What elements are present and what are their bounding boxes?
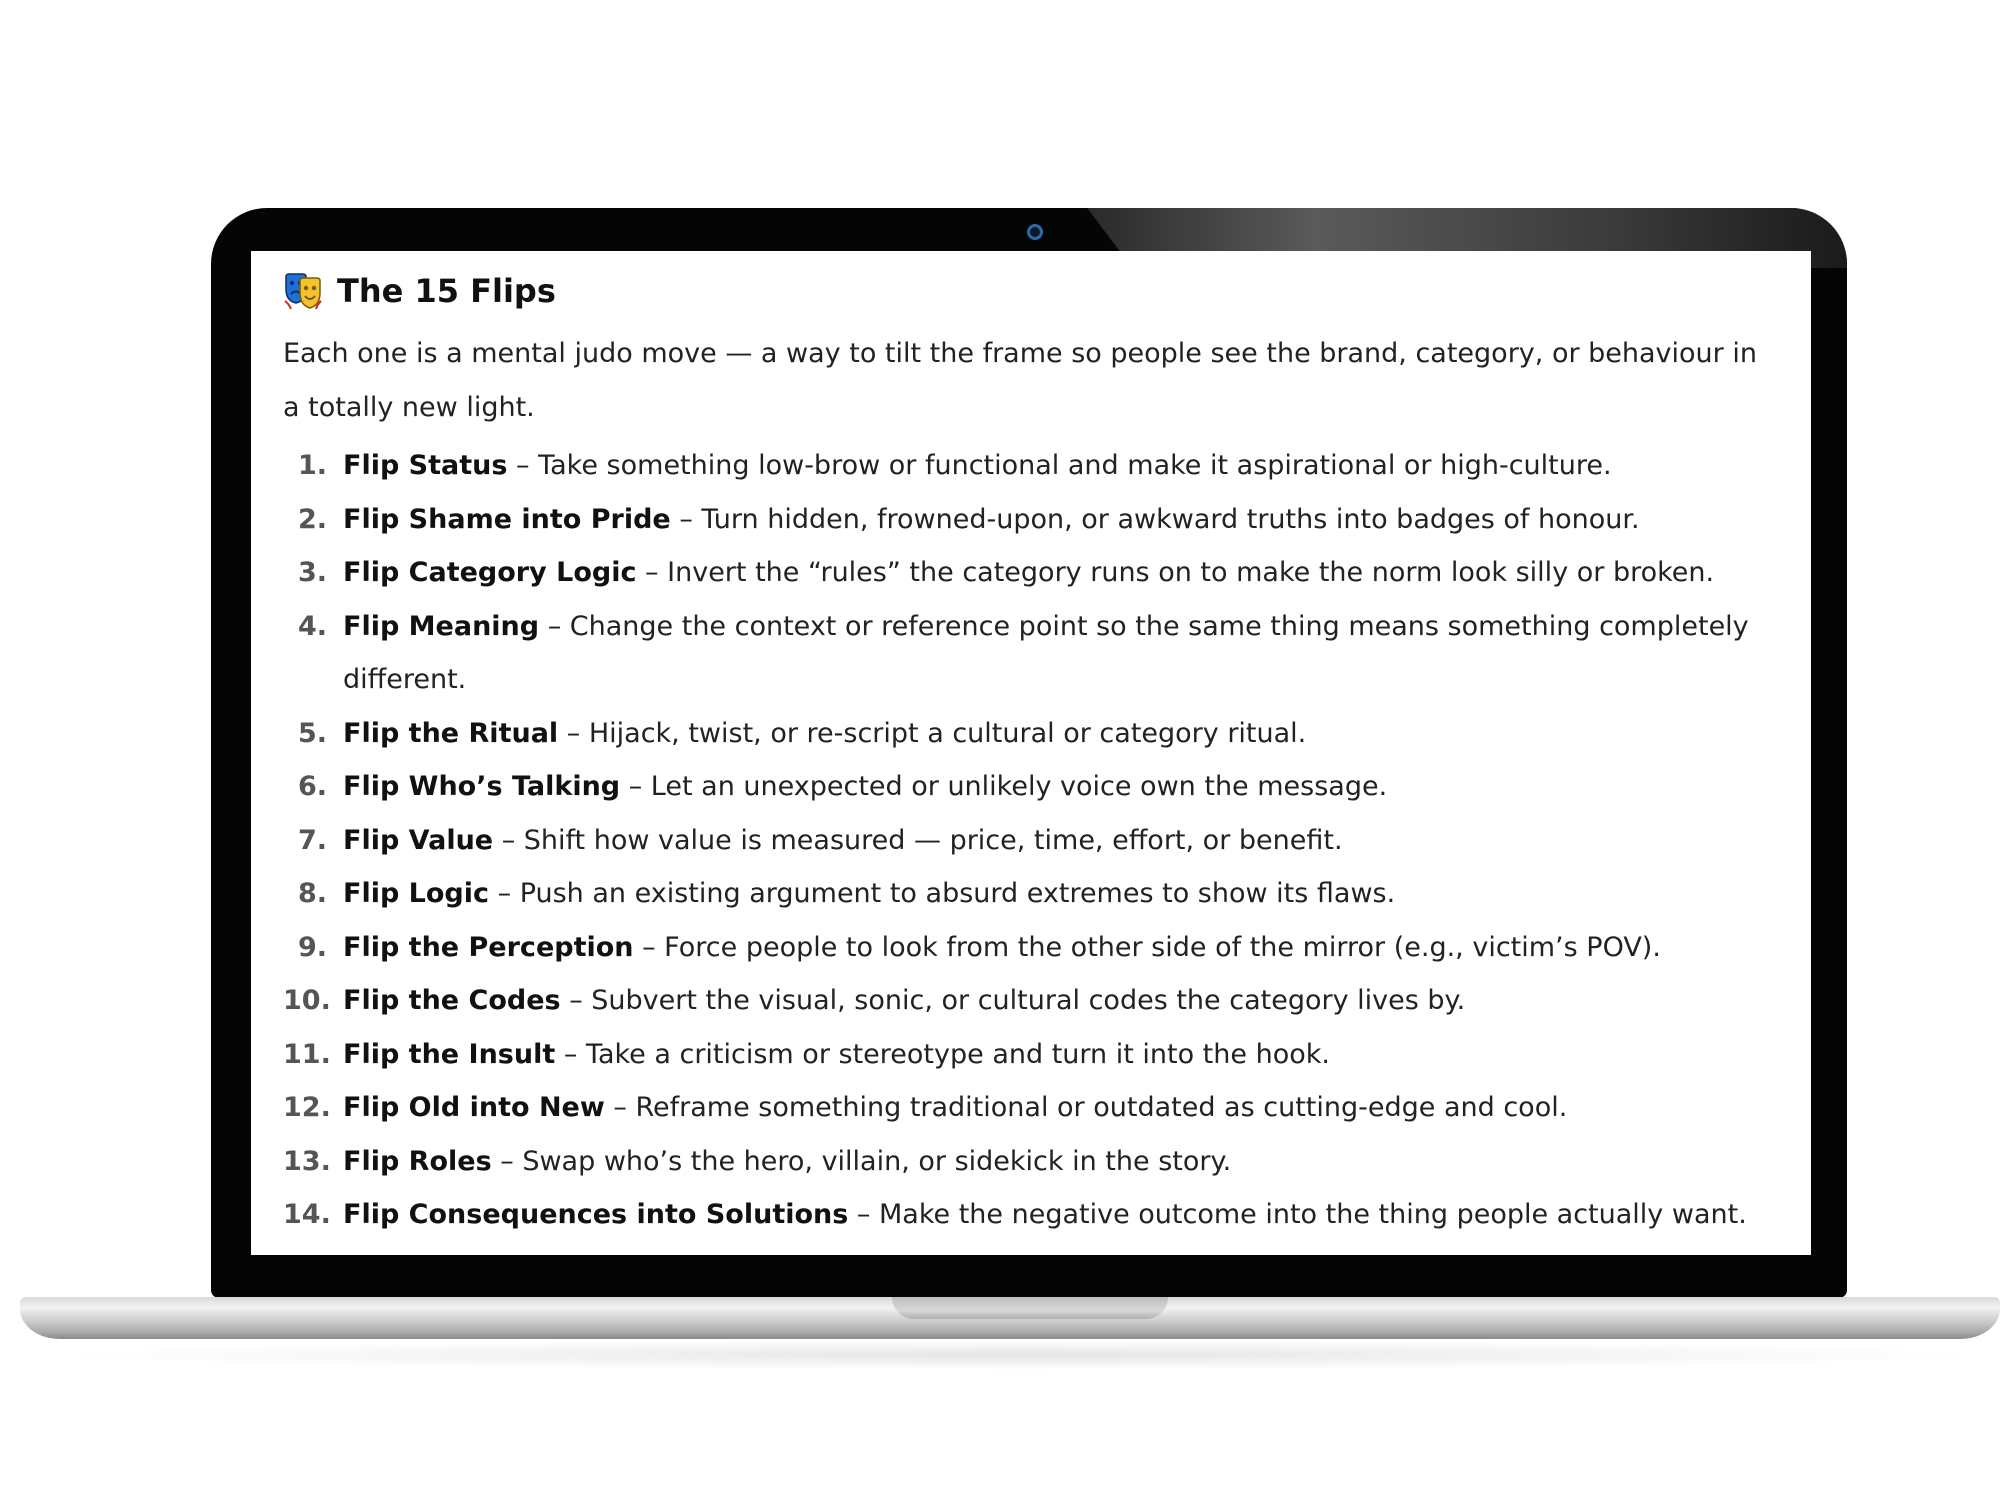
- list-item-description: – Invert the “rules” the category runs on to make the norm look silly or broken.: [636, 557, 1715, 588]
- list-item-term: Flip Consequences into Solutions: [343, 1199, 849, 1230]
- list-item-number: 11.: [283, 1038, 331, 1070]
- list-item-term: Flip the Insult: [343, 1038, 556, 1070]
- list-item-description: – Change the context or reference point so the same thing means something completely different.: [343, 610, 1749, 695]
- list-item: [283, 867, 1771, 921]
- list-item-number: 4.: [297, 610, 327, 642]
- flips-list: [283, 439, 1771, 1242]
- list-item-description: – Take something low-brow or functional and make it aspirational or high-culture.: [507, 450, 1612, 481]
- list-item-number: 7.: [297, 824, 327, 856]
- laptop-shadow: [40, 1340, 2000, 1370]
- performing-arts-masks-icon: [283, 271, 323, 311]
- list-item-term: Flip the Perception: [343, 931, 634, 963]
- laptop-bezel: [211, 208, 1847, 1298]
- list-item: [283, 974, 1771, 1028]
- list-item-number: 14.: [283, 1199, 331, 1230]
- document-content: [283, 263, 1771, 1242]
- list-item-term: Flip the Ritual: [343, 717, 559, 749]
- list-item-description: – Subvert the visual, sonic, or cultural codes the category lives by.: [560, 985, 1466, 1016]
- list-item: [283, 921, 1771, 975]
- list-item: [283, 1188, 1771, 1242]
- list-item-number: 12.: [283, 1092, 331, 1123]
- laptop-screen: [251, 251, 1811, 1255]
- list-item-number: 13.: [283, 1145, 331, 1177]
- list-item-term: Flip Logic: [343, 878, 490, 909]
- list-item-term: Flip Meaning: [343, 610, 540, 642]
- list-item-number: 2.: [297, 503, 327, 535]
- list-item-description: – Reframe something traditional or outdated as cutting-edge and cool.: [604, 1092, 1568, 1123]
- list-item: [283, 1028, 1771, 1082]
- list-item-description: – Turn hidden, frowned-upon, or awkward truths into badges of honour.: [670, 503, 1640, 535]
- list-item-term: Flip Status: [343, 450, 508, 481]
- list-item-number: 10.: [283, 985, 331, 1016]
- list-item-term: Flip the Codes: [343, 985, 561, 1016]
- list-item-term: Flip Roles: [343, 1145, 492, 1177]
- list-item-term: Flip Old into New: [343, 1092, 605, 1123]
- list-item: [283, 546, 1771, 600]
- list-item-number: 6.: [297, 771, 327, 802]
- list-item-term: Flip Who’s Talking: [343, 771, 621, 802]
- laptop-opening-notch: [892, 1297, 1168, 1319]
- list-item-term: Flip Category Logic: [343, 557, 637, 588]
- webcam-icon: [1027, 224, 1043, 240]
- list-item-description: – Force people to look from the other side of the mirror (e.g., victim’s POV).: [633, 931, 1661, 963]
- list-item-number: 3.: [297, 557, 327, 588]
- list-item-term: Flip Value: [343, 824, 494, 856]
- list-item-number: 8.: [297, 878, 327, 909]
- list-item-description: – Let an unexpected or unlikely voice own the message.: [620, 771, 1388, 802]
- list-item-description: – Shift how value is measured — price, time, effort, or benefit.: [493, 824, 1343, 856]
- list-item: [283, 600, 1771, 707]
- list-item-description: – Hijack, twist, or re-script a cultural or category ritual.: [558, 717, 1307, 749]
- list-item-description: – Take a criticism or stereotype and turn it into the hook.: [555, 1038, 1330, 1070]
- heading-row: [283, 263, 1771, 319]
- list-item-description: – Swap who’s the hero, villain, or sidekick in the story.: [491, 1145, 1232, 1177]
- list-item: [283, 439, 1771, 493]
- list-item: [283, 707, 1771, 761]
- list-item: [283, 1081, 1771, 1135]
- list-item: [283, 760, 1771, 814]
- list-item-number: 1.: [297, 450, 327, 481]
- list-item-description: – Make the negative outcome into the thing people actually want.: [848, 1199, 1747, 1230]
- list-item: [283, 493, 1771, 547]
- list-item: [283, 814, 1771, 868]
- list-item-number: 5.: [297, 717, 327, 749]
- list-item: [283, 1135, 1771, 1189]
- list-item-description: – Push an existing argument to absurd extremes to show its flaws.: [489, 878, 1396, 909]
- intro-paragraph: Each one is a mental judo move — a way to tilt the frame so people see the brand, category, or behaviour in a totally new light.: [283, 338, 1757, 423]
- page-title: The 15 Flips: [337, 272, 556, 310]
- list-item-number: 9.: [297, 931, 327, 963]
- list-item-term: Flip Shame into Pride: [343, 503, 671, 535]
